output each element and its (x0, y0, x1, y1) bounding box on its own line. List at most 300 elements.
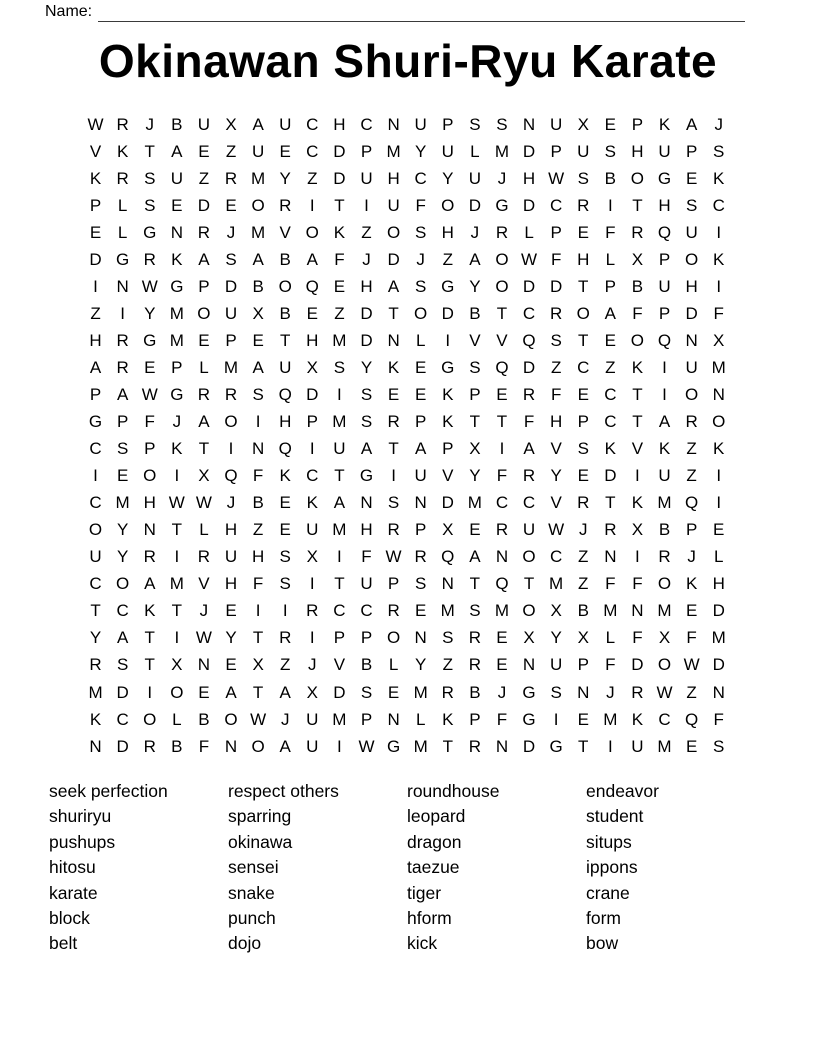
grid-letter: S (442, 628, 454, 648)
grid-letter: H (89, 330, 102, 350)
grid-letter: I (716, 276, 722, 296)
grid-letter: I (174, 628, 180, 648)
grid-letter: U (224, 303, 238, 323)
grid-letter: I (635, 547, 640, 567)
grid-letter: O (576, 303, 590, 323)
grid-letter: K (442, 384, 454, 404)
grid-letter: W (683, 655, 700, 675)
grid-letter: U (279, 357, 292, 377)
grid-letter: R (143, 547, 156, 567)
grid-letter: W (656, 682, 673, 702)
grid-letter: J (714, 114, 723, 134)
grid-letter: R (143, 249, 156, 269)
grid-letter: E (415, 601, 427, 621)
grid-letter: N (522, 655, 536, 675)
grid-letter: I (255, 601, 261, 621)
grid-letter: I (309, 439, 315, 459)
grid-letter: R (658, 547, 671, 567)
grid-letter: E (198, 330, 210, 350)
grid-letter: A (171, 141, 183, 161)
grid-letter: X (577, 628, 589, 648)
grid-letter: G (359, 466, 374, 486)
grid-letter: S (604, 141, 616, 161)
grid-letter: Z (550, 357, 562, 377)
grid-letter: Y (116, 547, 129, 567)
grid-letter: Q (441, 547, 455, 567)
grid-letter: W (250, 709, 267, 729)
grid-letter: S (333, 357, 346, 377)
grid-letter: N (251, 439, 265, 459)
word-list-column (228, 779, 407, 957)
grid-letter: R (631, 682, 644, 702)
grid-letter: Z (442, 655, 453, 675)
grid-letter: I (716, 493, 722, 513)
grid-letter: T (496, 303, 508, 323)
grid-letter: L (605, 249, 616, 269)
grid-letter: I (716, 466, 722, 486)
grid-letter: I (337, 736, 342, 756)
grid-letter: L (199, 520, 209, 540)
grid-letter: P (658, 249, 671, 269)
grid-letter: P (333, 628, 346, 648)
grid-letter: U (550, 655, 563, 675)
grid-letter: L (117, 222, 128, 242)
grid-letter: F (605, 574, 616, 594)
word-list-item: roundhouse (407, 781, 500, 801)
grid-letter: D (333, 141, 346, 161)
grid-letter: Y (415, 655, 427, 675)
grid-letter: S (360, 384, 373, 404)
grid-letter: C (658, 709, 671, 729)
grid-letter: F (713, 303, 724, 323)
word-list-item: karate (49, 882, 98, 903)
grid-letter: F (496, 709, 508, 729)
word-list-column (407, 779, 586, 957)
grid-letter: X (252, 655, 264, 675)
grid-letter: A (604, 303, 616, 323)
grid-letter: R (197, 384, 211, 404)
grid-letter: C (360, 601, 373, 621)
grid-letter: L (415, 709, 426, 729)
grid-letter: W (195, 628, 212, 648)
grid-letter: V (631, 439, 644, 459)
grid-letter: K (89, 709, 102, 729)
grid-letter: Y (415, 141, 427, 161)
grid-letter: I (93, 466, 98, 486)
grid-letter: P (360, 628, 373, 648)
grid-letter: Q (684, 709, 699, 729)
word-list-item: pushups (49, 831, 116, 852)
grid-letter: X (171, 655, 183, 675)
grid-letter: O (251, 736, 265, 756)
grid-letter: Q (278, 384, 292, 404)
grid-letter: T (469, 574, 481, 594)
grid-letter: T (388, 303, 399, 323)
grid-letter: Z (578, 574, 589, 594)
grid-letter: I (337, 384, 342, 404)
grid-letter: O (684, 384, 699, 404)
grid-letter: O (630, 330, 645, 350)
grid-letter: Z (307, 168, 318, 188)
grid-letter: I (662, 357, 667, 377)
grid-letter: B (252, 493, 264, 513)
grid-letter: V (550, 439, 562, 459)
grid-letter: S (469, 114, 481, 134)
grid-letter: G (170, 384, 184, 404)
grid-letter: D (387, 249, 400, 269)
grid-letter: M (467, 493, 482, 513)
grid-letter: M (549, 574, 564, 594)
grid-letter: A (658, 412, 671, 432)
grid-letter: C (522, 493, 536, 513)
grid-letter: C (89, 574, 102, 594)
grid-letter: R (441, 682, 454, 702)
grid-letter: Z (252, 520, 264, 540)
grid-letter: B (360, 655, 373, 675)
grid-letter: V (89, 141, 102, 161)
grid-letter: U (360, 574, 373, 594)
grid-letter: H (279, 412, 292, 432)
grid-letter: S (713, 736, 725, 756)
grid-letter: J (226, 222, 236, 242)
grid-letter: U (685, 357, 698, 377)
word-list-item: student (586, 806, 644, 827)
grid-letter: T (388, 439, 399, 459)
grid-letter: G (116, 249, 130, 269)
grid-letter: R (631, 222, 644, 242)
word-list-item: bow (586, 933, 619, 954)
grid-letter: I (553, 709, 559, 729)
grid-letter: J (226, 493, 236, 513)
grid-letter: R (306, 601, 319, 621)
word-list-item: hform (407, 908, 452, 929)
grid-letter: F (686, 628, 697, 648)
grid-letter: D (360, 303, 373, 323)
grid-letter: D (116, 736, 129, 756)
grid-letter: H (577, 249, 590, 269)
grid-letter: M (657, 736, 672, 756)
grid-letter: R (387, 601, 400, 621)
word-list-item: ippons (586, 857, 638, 878)
grid-letter: G (441, 357, 455, 377)
grid-letter: C (712, 195, 725, 215)
grid-letter: R (577, 493, 590, 513)
grid-letter: D (468, 195, 481, 215)
grid-letter: C (577, 357, 590, 377)
grid-letter: R (224, 384, 238, 404)
grid-letter: H (360, 520, 373, 540)
grid-letter: B (658, 520, 671, 540)
grid-letter: M (169, 574, 184, 594)
grid-letter: H (631, 141, 644, 161)
grid-letter: C (495, 493, 509, 513)
grid-letter: S (252, 384, 264, 404)
grid-letter: O (170, 682, 184, 702)
grid-letter: T (144, 628, 155, 648)
grid-letter: N (712, 384, 725, 404)
grid-letter: Y (550, 628, 562, 648)
grid-letter: M (169, 303, 184, 323)
grid-letter: A (144, 574, 156, 594)
grid-letter: H (550, 412, 563, 432)
grid-letter: M (494, 141, 510, 161)
grid-letter: S (577, 439, 589, 459)
grid-letter: J (362, 249, 371, 269)
grid-letter: I (445, 330, 451, 350)
grid-letter: R (116, 168, 129, 188)
grid-letter: U (89, 547, 102, 567)
name-blank-line (98, 4, 745, 22)
grid-letter: U (251, 141, 265, 161)
grid-letter: T (578, 276, 589, 296)
grid-letter: B (469, 303, 481, 323)
grid-letter: G (522, 709, 536, 729)
grid-letter: B (631, 276, 644, 296)
grid-letter: R (116, 114, 129, 134)
grid-letter: D (333, 682, 346, 702)
grid-letter: M (251, 168, 266, 188)
word-list-item: block (49, 908, 90, 929)
grid-letter: R (468, 628, 481, 648)
grid-letter: U (685, 222, 698, 242)
grid-letter: E (496, 628, 508, 648)
grid-letter: F (550, 249, 562, 269)
grid-letter: E (577, 709, 589, 729)
grid-letter: L (172, 709, 182, 729)
grid-letter: O (88, 520, 103, 540)
grid-letter: N (197, 655, 211, 675)
grid-letter: T (334, 466, 345, 486)
grid-letter: B (279, 249, 291, 269)
grid-letter: F (550, 384, 562, 404)
grid-letter: P (604, 276, 616, 296)
grid-letter: B (198, 709, 210, 729)
grid-letter: P (577, 655, 589, 675)
grid-letter: K (306, 493, 318, 513)
grid-letter: Z (361, 222, 372, 242)
grid-letter: P (550, 222, 562, 242)
word-list-item: form (586, 908, 621, 929)
grid-letter: J (172, 412, 182, 432)
grid-letter: E (279, 141, 291, 161)
grid-letter: D (522, 736, 536, 756)
grid-letter: N (170, 222, 183, 242)
grid-letter: N (387, 114, 400, 134)
grid-letter: E (387, 384, 400, 404)
grid-letter: B (171, 736, 183, 756)
grid-letter: U (658, 276, 671, 296)
grid-letter: R (279, 195, 292, 215)
grid-letter: E (89, 222, 102, 242)
grid-letter: K (89, 168, 102, 188)
grid-letter: H (685, 276, 698, 296)
grid-letter: P (685, 141, 698, 161)
grid-letter: N (414, 628, 427, 648)
grid-letter: Y (89, 628, 102, 648)
grid-letter: I (607, 736, 613, 756)
word-list-column (586, 779, 765, 957)
grid-letter: S (116, 439, 129, 459)
grid-letter: M (223, 357, 239, 377)
grid-letter: M (440, 601, 455, 621)
grid-letter: O (657, 574, 672, 594)
grid-letter: M (494, 601, 510, 621)
grid-letter: I (337, 547, 342, 567)
grid-letter: P (415, 412, 427, 432)
grid-letter: O (197, 303, 211, 323)
grid-letter: S (415, 574, 427, 594)
grid-letter: E (415, 357, 427, 377)
grid-letter: H (387, 168, 400, 188)
grid-letter: P (685, 520, 698, 540)
grid-letter: T (578, 736, 589, 756)
grid-letter: F (605, 222, 616, 242)
grid-letter: W (168, 493, 185, 513)
grid-letter: Y (550, 466, 562, 486)
grid-letter: V (279, 222, 291, 242)
grid-letter: E (577, 466, 589, 486)
grid-letter: X (306, 357, 318, 377)
grid-letter: O (386, 222, 401, 242)
grid-letter: T (632, 195, 643, 215)
grid-letter: M (332, 520, 347, 540)
grid-letter: L (713, 547, 724, 567)
grid-letter: W (87, 114, 104, 134)
grid-letter: F (334, 249, 345, 269)
word-list-item: kick (407, 933, 438, 954)
grid-letter: R (116, 330, 129, 350)
grid-letter: S (550, 330, 562, 350)
grid-letter: I (282, 601, 288, 621)
grid-letter: U (306, 520, 319, 540)
grid-letter: S (225, 249, 237, 269)
grid-letter: H (441, 222, 454, 242)
grid-letter: W (358, 736, 375, 756)
grid-letter: I (93, 276, 98, 296)
grid-letter: I (309, 628, 315, 648)
grid-letter: K (631, 493, 644, 513)
grid-letter: T (252, 682, 264, 702)
grid-letter: R (116, 357, 129, 377)
grid-letter: C (414, 168, 427, 188)
grid-letter: A (685, 114, 698, 134)
grid-letter: J (145, 114, 154, 134)
word-list-item: seek perfection (49, 781, 168, 801)
grid-letter: A (469, 249, 481, 269)
grid-letter: F (632, 303, 643, 323)
grid-letter: O (278, 276, 292, 296)
grid-letter: B (171, 114, 183, 134)
grid-letter: I (662, 384, 667, 404)
grid-letter: N (441, 574, 454, 594)
grid-letter: A (116, 628, 129, 648)
grid-letter: N (414, 493, 427, 513)
grid-letter: M (603, 601, 618, 621)
grid-letter: I (309, 574, 315, 594)
grid-letter: E (387, 682, 400, 702)
grid-letter: P (360, 709, 373, 729)
grid-letter: Z (198, 168, 210, 188)
grid-letter: Q (305, 276, 319, 296)
grid-letter: Z (442, 249, 453, 269)
word-list-item: hitosu (49, 857, 96, 878)
grid-letter: E (685, 601, 698, 621)
grid-letter: A (387, 276, 400, 296)
grid-letter: W (548, 168, 565, 188)
grid-letter: U (414, 466, 427, 486)
grid-letter: F (632, 628, 643, 648)
word-list-item: dragon (407, 831, 462, 852)
word-list-item: okinawa (228, 831, 293, 852)
grid-letter: F (605, 655, 616, 675)
grid-letter: V (442, 466, 454, 486)
grid-letter: I (499, 439, 505, 459)
grid-letter: O (251, 195, 265, 215)
grid-letter: D (522, 276, 536, 296)
grid-letter: H (306, 330, 319, 350)
grid-letter: N (712, 682, 725, 702)
grid-letter: J (578, 520, 588, 540)
grid-letter: B (469, 682, 481, 702)
grid-letter: I (255, 412, 261, 432)
grid-letter: Q (278, 439, 292, 459)
grid-letter: H (333, 114, 346, 134)
grid-letter: T (280, 330, 291, 350)
grid-letter: Q (657, 330, 672, 350)
grid-letter: P (550, 141, 562, 161)
grid-letter: X (713, 330, 725, 350)
grid-letter: P (469, 384, 481, 404)
grid-letter: T (198, 439, 210, 459)
grid-letter: G (657, 168, 672, 188)
grid-letter: B (577, 601, 589, 621)
word-list-item: punch (228, 908, 276, 929)
word-list-item: belt (49, 933, 78, 954)
grid-letter: E (198, 141, 210, 161)
grid-letter: P (387, 574, 400, 594)
grid-letter: R (685, 412, 698, 432)
grid-letter: D (441, 303, 454, 323)
grid-letter: U (441, 141, 454, 161)
grid-letter: O (143, 709, 157, 729)
grid-letter: R (604, 520, 617, 540)
grid-letter: Y (279, 168, 291, 188)
grid-letter: I (716, 222, 722, 242)
grid-letter: S (550, 682, 562, 702)
grid-letter: P (415, 520, 427, 540)
grid-letter: E (225, 601, 237, 621)
grid-letter: R (387, 520, 400, 540)
grid-letter: T (334, 574, 345, 594)
grid-letter: M (115, 493, 130, 513)
grid-letter: I (120, 303, 125, 323)
grid-letter: Y (225, 628, 237, 648)
grid-letter: P (306, 412, 318, 432)
grid-letter: D (522, 195, 536, 215)
word-list-item: tiger (407, 882, 442, 903)
grid-letter: L (605, 628, 616, 648)
grid-letter: G (522, 682, 536, 702)
grid-letter: L (470, 141, 480, 161)
grid-letter: M (332, 330, 347, 350)
grid-letter: X (658, 628, 671, 648)
grid-letter: V (198, 574, 210, 594)
grid-letter: E (225, 655, 237, 675)
grid-letter: K (658, 439, 671, 459)
grid-letter: E (469, 520, 481, 540)
grid-letter: A (198, 412, 210, 432)
grid-letter: K (144, 601, 156, 621)
